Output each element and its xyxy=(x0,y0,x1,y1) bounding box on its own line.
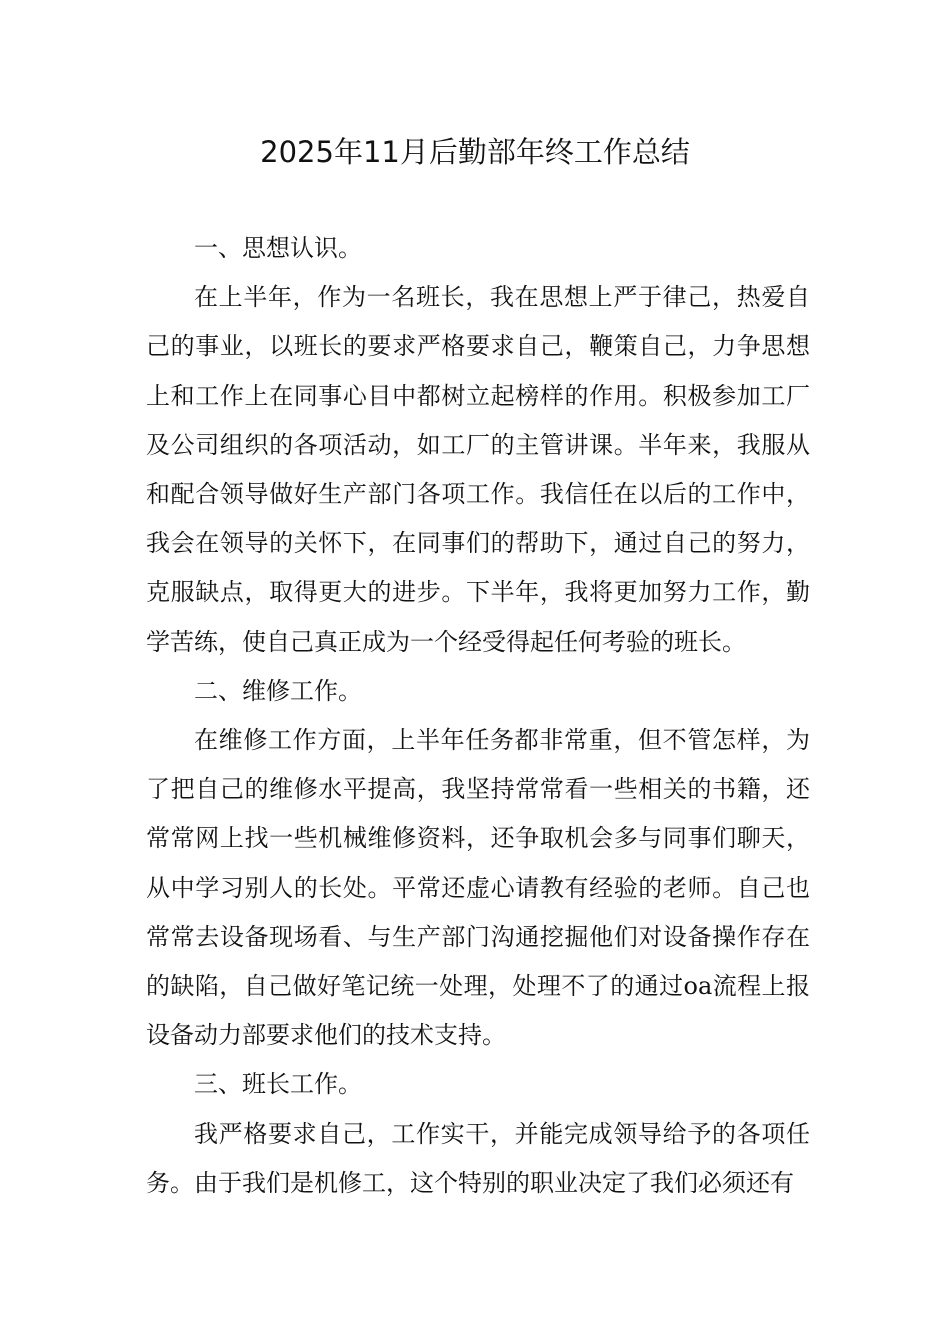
section-heading-thought: 一、思想认识。 xyxy=(194,234,362,262)
document-body xyxy=(146,224,810,1208)
section-heading-team-leader: 三、班长工作。 xyxy=(194,1070,362,1099)
document-title: 2025年11月后勤部年终工作总结 xyxy=(260,135,690,169)
section-paragraph-team-leader: 我严格要求自己，工作实干，并能完成领导给予的各项任务。由于我们是机修工，这个特别的职业决定了我们必须还有 xyxy=(146,1119,810,1197)
section-paragraph-maintenance: 在维修工作方面，上半年任务都非常重，但不管怎样，为了把自己的维修水平提高，我坚持常常看一些相关的书籍，还常常网上找一些机械维修资料，还争取机会多与同事们聊天，从中学习别人的长处。平常还虚心请教有经验的老师。自己也常常去设备现场看、与生产部门沟通挖掘他们对设备操作存在的缺陷，自己做好笔记统一处理，处理不了的通过oa流程上报设备动力部要求他们的技术支持。 xyxy=(146,726,810,1050)
section-paragraph-thought: 在上半年，作为一名班长，我在思想上严于律己，热爱自己的事业，以班长的要求严格要求自己，鞭策自己，力争思想上和工作上在同事心目中都树立起榜样的作用。积极参加工厂及公司组织的各项活动，如工厂的主管讲课。半年来，我服从和配合领导做好生产部门各项工作。我信任在以后的工作中，我会在领导的关怀下，在同事们的帮助下，通过自己的努力，克服缺点，取得更大的进步。下半年，我将更加努力工作，勤学苦练，使自己真正成为一个经受得起任何考验的班长。 xyxy=(146,283,810,656)
section-heading-maintenance: 二、维修工作。 xyxy=(194,676,362,705)
